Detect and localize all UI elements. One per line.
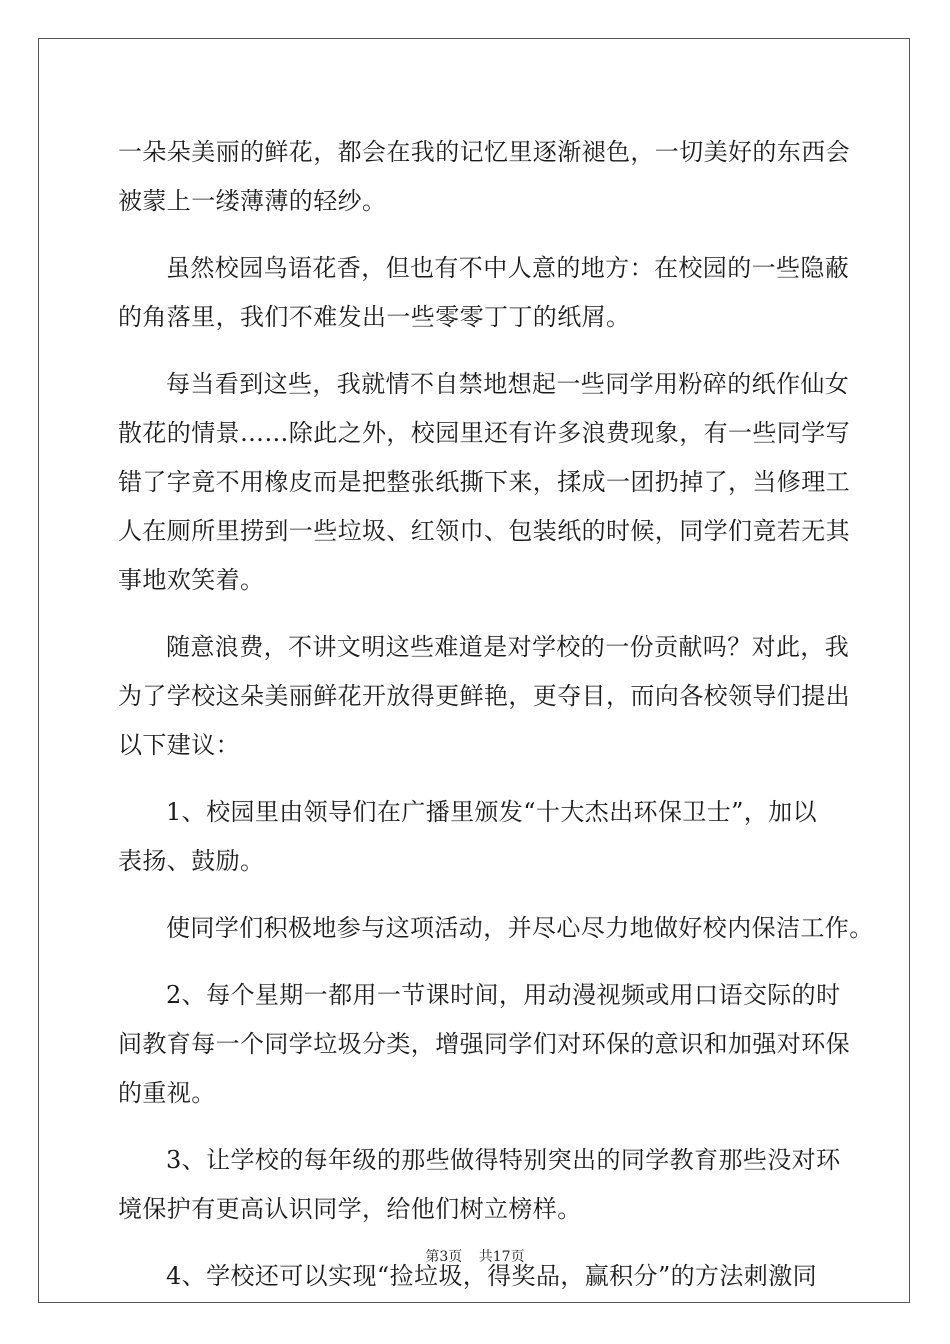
paragraph-gap: [118, 953, 832, 971]
text-line: 错了字竟不用橡皮而是把整张纸撕下来，揉成一团扔掉了，当修理工: [118, 468, 850, 496]
document-body: [118, 128, 874, 1301]
text-line: 表扬、鼓励。: [118, 847, 265, 875]
paragraph-gap: [118, 1118, 832, 1136]
paragraph-gap: [118, 226, 832, 244]
text-line: 一朵朵美丽的鲜花，都会在我的记忆里逐渐褪色，一切美好的东西会: [118, 138, 850, 166]
paragraph-gap: [118, 605, 832, 623]
text-line: 3、让学校的每年级的那些做得特别突出的同学教育那些没对环: [166, 1146, 841, 1174]
text-line: 的角落里，我们不难发出一些零零丁丁的纸屑。: [118, 303, 631, 331]
text-line: 1、校园里由领导们在广播里颁发“十大杰出环保卫士”，加以: [166, 798, 818, 826]
page-total: 共17页: [478, 1249, 525, 1265]
text-line: 为了学校这朵美丽鲜花开放得更鲜艳，更夺目，而向各校领导们提出: [118, 682, 850, 710]
text-line: 每当看到这些，我就情不自禁地想起一些同学用粉碎的纸作仙女: [166, 370, 850, 398]
text-line: 散花的情景……除此之外，校园里还有许多浪费现象，有一些同学写: [118, 419, 850, 447]
text-line: 境保护有更高认识同学，给他们树立榜样。: [118, 1195, 582, 1223]
paragraph-gap: [118, 770, 832, 788]
text-line: 被蒙上一缕薄薄的轻纱。: [118, 187, 387, 215]
paragraph-gap: [118, 886, 832, 904]
text-line: 以下建议：: [118, 731, 240, 759]
text-line: 事地欢笑着。: [118, 566, 265, 594]
text-line: 4、学校还可以实现“捡垃圾，得奖品，赢积分”的方法刺激同: [166, 1262, 818, 1290]
paragraph-gap: [118, 342, 832, 360]
text-line: 间教育每一个同学垃圾分类，增强同学们对环保的意识和加强对环保: [118, 1030, 850, 1058]
text-line: 随意浪费，不讲文明这些难道是对学校的一份贡献吗？对此，我: [166, 633, 850, 661]
text-line: 的重视。: [118, 1079, 216, 1107]
page-footer: [0, 1246, 950, 1266]
text-line: 人在厕所里捞到一些垃圾、红领巾、包装纸的时候，同学们竟若无其: [118, 517, 850, 545]
text-line: 使同学们积极地参与这项活动，并尽心尽力地做好校内保洁工作。: [166, 914, 874, 942]
text-line: 虽然校园鸟语花香，但也有不中人意的地方：在校园的一些隐蔽: [166, 254, 850, 282]
text-line: 2、每个星期一都用一节课时间，用动漫视频或用口语交际的时: [166, 981, 841, 1009]
page-number: 第3页: [425, 1249, 463, 1265]
